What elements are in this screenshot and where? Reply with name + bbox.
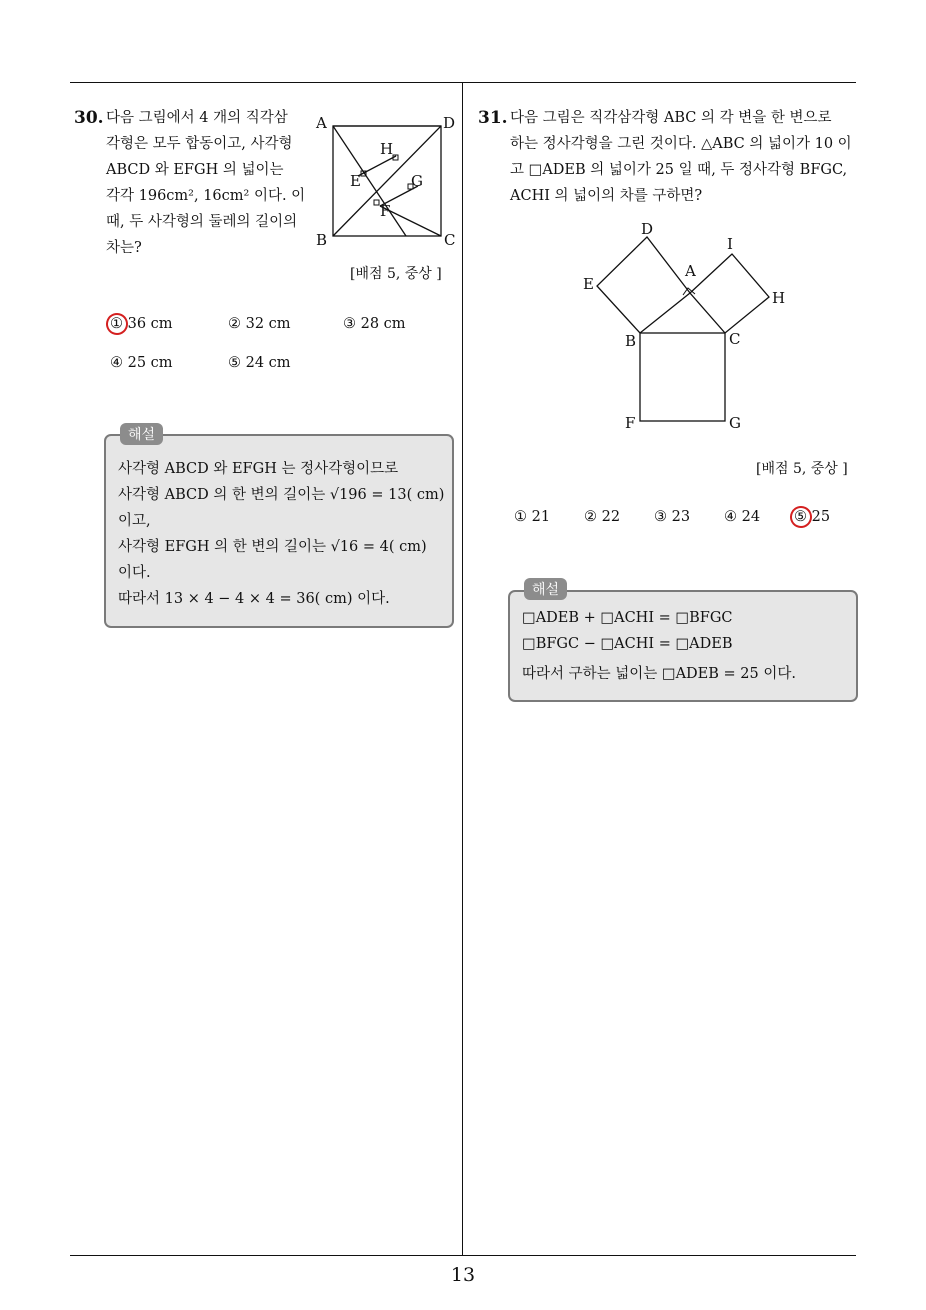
label-b: B <box>625 332 637 350</box>
choice-5[interactable]: ⑤ 25 <box>794 509 831 525</box>
label-f: F <box>380 202 391 220</box>
label-d: D <box>641 220 654 238</box>
label-g: G <box>411 172 423 190</box>
question-text-line: 다음 그림은 직각삼각형 ABC 의 각 변을 한 변으로 <box>510 110 832 126</box>
line-a-to-g <box>333 126 406 236</box>
label-g: G <box>729 414 741 432</box>
question-text-line: ACHI 의 넓이의 차를 구하면? <box>510 188 703 204</box>
question-text <box>106 105 306 261</box>
solution-line: 이고, <box>118 513 151 529</box>
label-a: A <box>316 114 327 132</box>
solution-line: 사각형 ABCD 와 EFGH 는 정사각형이므로 <box>118 461 399 477</box>
label-i: I <box>727 235 733 253</box>
difficulty-label: [배점 5, 중상 ] <box>756 461 848 477</box>
choice-1[interactable]: ① 36 cm <box>110 316 173 332</box>
label-e: E <box>583 275 594 293</box>
choice-1[interactable]: ① 21 <box>514 509 551 525</box>
square-figure <box>310 108 460 253</box>
square-achi <box>690 254 769 333</box>
question-text-line: 고 □ADEB 의 넓이가 25 일 때, 두 정사각형 BFGC, <box>510 162 848 178</box>
solution-line: 사각형 ABCD 의 한 변의 길이는 √196 = 13( cm) <box>118 487 445 503</box>
question-text-line: 각각 196cm², 16cm² 이다. 이 <box>106 188 306 204</box>
choice-5[interactable]: ⑤ 24 cm <box>228 355 291 371</box>
question-text-line: 하는 정사각형을 그린 것이다. △ABC 의 넓이가 10 이 <box>510 136 852 152</box>
line-e-h <box>358 156 396 176</box>
page-number: 13 <box>450 1264 476 1286</box>
question-text-line: ABCD 와 EFGH 의 넓이는 <box>106 162 284 178</box>
question-text <box>510 105 860 209</box>
label-f: F <box>625 414 636 432</box>
solution-line: 따라서 13 × 4 − 4 × 4 = 36( cm) 이다. <box>118 591 390 607</box>
choice-4[interactable]: ④ 24 <box>724 509 761 525</box>
right-angle-mark <box>374 200 379 205</box>
label-e: E <box>350 172 361 190</box>
square-bfgc <box>640 333 725 421</box>
choice-3[interactable]: ③ 28 cm <box>343 316 406 332</box>
solution-line: 사각형 EFGH 의 한 변의 길이는 √16 = 4( cm) <box>118 539 427 555</box>
choice-4[interactable]: ④ 25 cm <box>110 355 173 371</box>
question-text-line: 각형은 모두 합동이고, 사각형 <box>106 136 293 152</box>
label-d: D <box>443 114 456 132</box>
solution-line: □BFGC − □ACHI = □ADEB <box>522 636 733 652</box>
solution-line: 이다. <box>118 565 151 581</box>
label-c: C <box>444 231 456 249</box>
difficulty-label: [배점 5, 중상 ] <box>350 266 442 282</box>
choice-2[interactable]: ② 22 <box>584 509 621 525</box>
choice-3[interactable]: ③ 23 <box>654 509 691 525</box>
pythagoras-figure <box>575 218 795 438</box>
label-a: A <box>685 262 696 280</box>
solution-line: □ADEB + □ACHI = □BFGC <box>522 610 733 626</box>
top-rule <box>70 82 856 83</box>
column-divider <box>462 82 463 1256</box>
label-h: H <box>772 289 786 307</box>
question-text-line: 다음 그림에서 4 개의 직각삼 <box>106 110 288 126</box>
question-text-line: 차는? <box>106 240 142 256</box>
bottom-rule <box>70 1255 856 1256</box>
question-number: 31. <box>478 108 508 128</box>
question-number: 30. <box>74 108 104 128</box>
label-c: C <box>729 330 741 348</box>
solution-tag: 해설 <box>524 578 567 600</box>
square-adeb <box>597 237 690 333</box>
solution-line: 따라서 구하는 넓이는 □ADEB = 25 이다. <box>522 666 796 682</box>
solution-tag: 해설 <box>120 423 163 445</box>
label-h: H <box>380 140 394 158</box>
question-text-line: 때, 두 사각형의 둘레의 길이의 <box>106 214 298 230</box>
choice-2[interactable]: ② 32 cm <box>228 316 291 332</box>
label-b: B <box>316 231 328 249</box>
